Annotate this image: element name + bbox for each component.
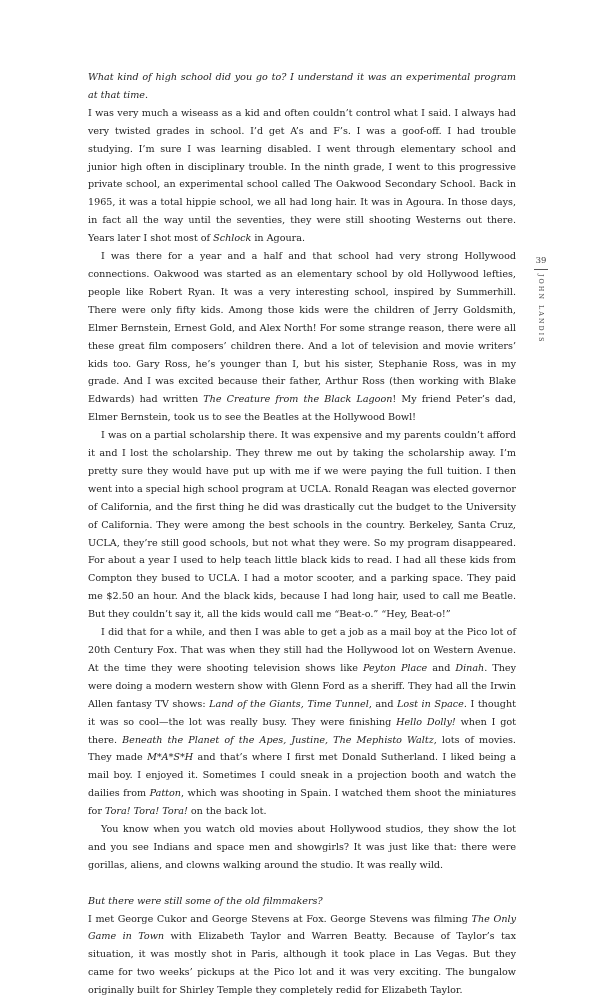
text-span: and that’s where I first met Donald Sutherland. I liked being a mail boy. I enjoyed it. Sometimes I could sneak in a projection booth and watch the dailies from: [88, 752, 516, 800]
text-span: . They were doing a modern western show with Glenn Ford as a sheriff. They had all the Irwin Allen fantasy TV shows:: [88, 662, 517, 710]
text-span: . I thought it was so cool—the lot was really busy. They were finishing: [88, 698, 516, 728]
italic-title: Peyton Place: [362, 662, 428, 674]
italic-title: Beneath the Planet of the Apes, Justine, The Mephisto Waltz: [122, 734, 434, 746]
folio-divider: [534, 269, 548, 270]
text-span: I met George Cukor and George Stevens at Fox. George Stevens was filming: [88, 913, 472, 925]
paragraph-1: [88, 105, 516, 248]
italic-title: Patton: [149, 788, 181, 800]
text-span: , lots of movies. They made: [88, 734, 516, 764]
text-span: in Agoura.: [251, 233, 306, 245]
text-span: I did that for a while, and then I was able to get a job as a mail boy at the Pico lot of 20th Century Fox. That was when they still had the Hollywood lot on Western Avenue. At the time they were shooting television shows like: [88, 627, 516, 674]
text-span: and: [427, 662, 456, 674]
italic-title: Lost in Space: [397, 698, 464, 710]
italic-title: The Only Game in Town: [88, 913, 516, 943]
interview-question-2: But there were still some of the old filmmakers?: [88, 895, 323, 907]
text-span: I was there for a year and a half and that school had very strong Hollywood connections. Oakwood was started as an elementary school by old Hollywood lefties, people like Robert Ryan. It was a very interesting school, inspired by Summerhill. There were only fifty kids. Among those kids were the children of Jerry Goldsmith, Elmer Bernstein, Ernest Gold, and Alex North! For some strange reason, there were all these great film composers’ children there. And a lot of television and movie writers’ kids too. Gary Ross, he’s younger than I, but his sister, Stephanie Ross, was in my grade. And I was excited because their father, Arthur Ross (then working with Blake Edwards) had written: [88, 251, 516, 406]
italic-title: Land of the Giants, Time Tunnel: [209, 698, 369, 710]
italic-title: The Creature from the Black Lagoon: [203, 394, 393, 406]
page-number: 39: [535, 256, 547, 266]
text-span: ! My friend Peter’s dad, Elmer Bernstein, took us to see the Beatles at the Hollywood Bowl!: [88, 394, 517, 424]
italic-title: M*A*S*H: [147, 752, 194, 764]
paragraph-4: [88, 624, 516, 821]
paragraph-5: You know when you watch old movies about Hollywood studios, they show the lot and you see Indians and space men and showgirls? It was just like that: there were gorillas, aliens, and clowns walking around the studio. It was really wild.: [88, 824, 516, 871]
text-span: on the back lot.: [187, 806, 267, 818]
paragraph-3: I was on a partial scholarship there. It was expensive and my parents couldn’t afford it and I lost the scholarship. They threw me out by taking the scholarship away. I’m pretty sure they would have put up with me if we were paying the full tuition. I then went into a special high school program at UCLA. Ronald Reagan was elected governor of California, and the first thing he did was drastically cut the budget to the University of California. They were among the best schools in the country. Berkeley, Santa Cruz, UCLA, they’re still good schools, but not what they were. So my program disappeared. For about a year I used to help teach little black kids to read. I had all these kids from Compton they bused to UCLA. I had a motor scooter, and a parking space. They paid me $2.50 an hour. And the black kids, because I had long hair, used to call me Beatle. But they couldn’t say it, all the kids would call me “Beat-o.” “Hey, Beat-o!”: [88, 430, 516, 621]
margin-folio: [530, 256, 552, 347]
text-span: I was very much a wiseass as a kid and often couldn’t control what I said. I always had very twisted grades in school. I’d get A’s and F’s. I was a goof-off. I had trouble studying. I’m sure I was learning disabled. I went through elementary school and junior high often in disciplinary trouble. In the ninth grade, I went to this progressive private school, an experimental school called The Oakwood Secondary School. Back in 1965, it was a total hippie school, we all had long hair. It was in Agoura. In those days, in fact all the way until the seventies, they were still shooting Westerns out there. Years later I shot most of: [88, 107, 516, 245]
paragraph-2: [88, 248, 516, 427]
interview-question-1: What kind of high school did you go to? I understand it was an experimental program at that time.: [88, 72, 516, 101]
italic-title: Schlock: [213, 233, 252, 245]
paragraph-6: [88, 911, 516, 1000]
text-span: when I got there.: [88, 716, 516, 746]
text-span: with Elizabeth Taylor and Warren Beatty. Because of Taylor’s tax situation, it was mostly shot in Paris, although it took place in Las Vegas. But they came for two weeks’ pickups at the Pico lot and it was very exciting. The bungalow originally built for Shirley Temple they completely redid for Elizabeth Taylor.: [88, 931, 516, 997]
italic-title: Dinah: [455, 662, 485, 674]
italic-title: Hello Dolly!: [396, 716, 456, 728]
running-head: JOHN LANDIS: [537, 274, 545, 344]
body-text: [88, 69, 516, 1000]
text-span: , and: [368, 698, 398, 710]
text-span: , which was shooting in Spain. I watched them shoot the miniatures for: [88, 788, 517, 818]
italic-title: Tora! Tora! Tora!: [104, 806, 188, 818]
